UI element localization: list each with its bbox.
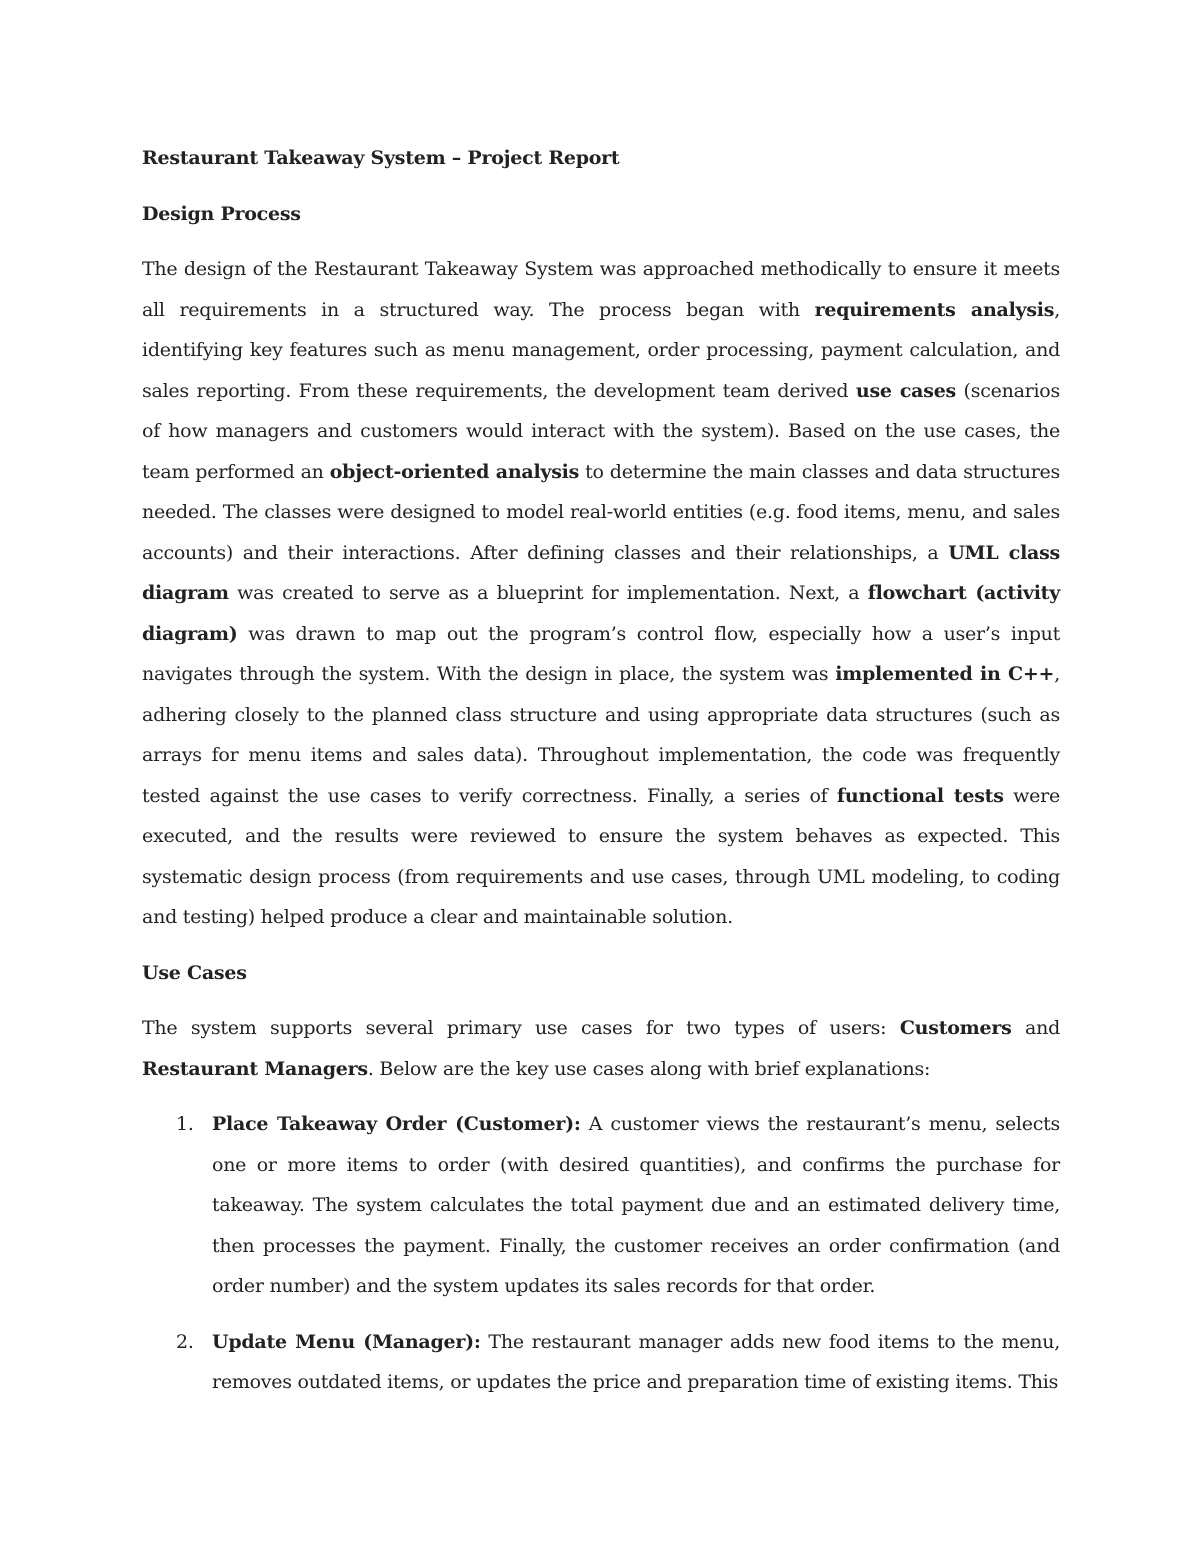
text-run: was drawn to map out the program’s control flow, especially how a user’s input navigates through the system. With the design in place, the system was <box>142 622 1060 685</box>
use-case-text <box>212 1113 1060 1297</box>
bold-text: Customers <box>899 1017 1012 1039</box>
use-case-number: 2. <box>176 1330 194 1353</box>
text-run: . Below are the key use cases along with brief explanations: <box>367 1057 931 1080</box>
bold-text: Restaurant Managers <box>142 1057 368 1080</box>
text-run: were executed, and the results were reviewed to ensure the system behaves as expected. This systematic design process (from requirements and use cases, through UML modeling, to coding and testing) helped produce a clear and maintainable solution. <box>142 784 1061 928</box>
design-process-paragraph <box>142 249 1060 938</box>
bold-text: requirements analysis <box>814 298 1055 321</box>
text-run: and <box>1011 1017 1060 1039</box>
document-content <box>142 138 1060 1418</box>
text-run: (scenarios of how managers and customers would interact with the system). Based on the use cases, the team performed an <box>142 379 1060 483</box>
use-cases-intro-paragraph <box>142 1008 1060 1089</box>
use-case-item <box>142 1322 1060 1403</box>
use-cases-heading: Use Cases <box>142 961 247 984</box>
use-case-item <box>142 1104 1060 1307</box>
text-run: A customer views the restaurant’s menu, selects one or more items to order (with desired quantities), and confirms the purchase for takeaway. The system calculates the total payment due and an estimated delivery time, then processes the payment. Finally, the customer receives an order confirmation (and order number) and the system updates its sales records for that order. <box>212 1113 1060 1297</box>
bold-text: flowchart (activity diagram) <box>142 582 1061 645</box>
bold-text: Place Takeaway Order (Customer): <box>212 1113 581 1135</box>
bold-text: implemented in C++ <box>835 663 1055 685</box>
text-run: to determine the main classes and data structures needed. The classes were designed to model real-world entities (e.g. food items, menu, and sales accounts) and their interactions. After defining classes and their relationships, a <box>142 460 1061 564</box>
document-title: Restaurant Takeaway System – Project Report <box>142 147 620 169</box>
use-case-text <box>212 1331 1060 1394</box>
use-case-number: 1. <box>176 1113 194 1135</box>
text-run: , identifying key features such as menu management, order processing, payment calculation, and sales reporting. From these requirements, the development team derived <box>142 298 1060 402</box>
use-case-list <box>142 1104 1060 1403</box>
bold-text: functional tests <box>836 784 1004 807</box>
text-run: , adhering closely to the planned class structure and using appropriate data structures (such as arrays for menu items and sales data). Throughout implementation, the code was frequently tested against the use cases to verify correctness. Finally, a series of <box>142 663 1061 807</box>
bold-text: use cases <box>855 379 956 402</box>
text-run: The restaurant manager adds new food items to the menu, removes outdated items, or updates the price and preparation time of existing items. This <box>212 1330 1061 1393</box>
text-run: was created to serve as a blueprint for implementation. Next, a <box>228 582 868 604</box>
bold-text: UML class diagram <box>142 541 1060 604</box>
text-run: The design of the Restaurant Takeaway System was approached methodically to ensure it meets all requirements in a structured way. The process began with <box>142 258 1060 321</box>
bold-text: Update Menu (Manager): <box>212 1330 481 1353</box>
design-process-heading: Design Process <box>142 202 301 225</box>
bold-text: object-oriented analysis <box>329 460 580 483</box>
text-run: The system supports several primary use cases for two types of users: <box>142 1017 900 1039</box>
